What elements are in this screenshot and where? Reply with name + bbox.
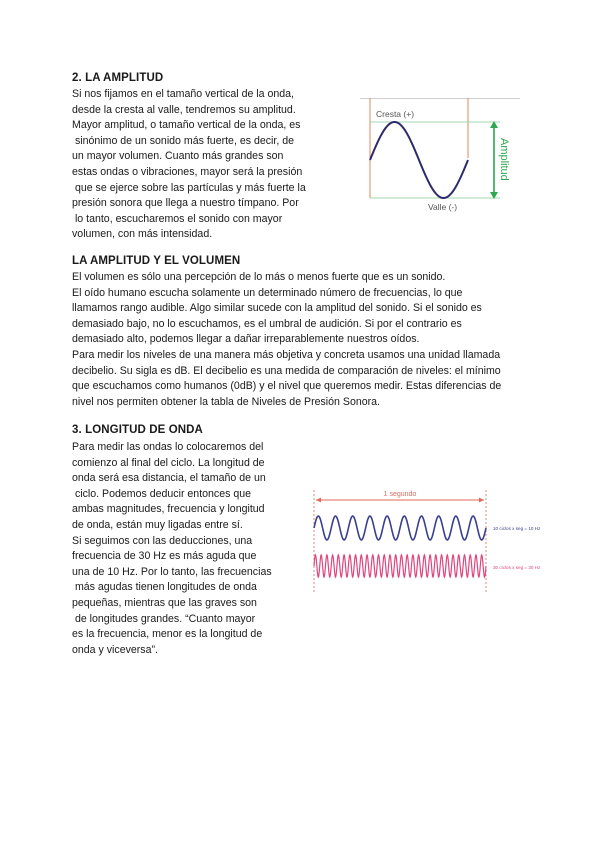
text-line: Para medir los niveles de una manera más objetiva y concreta usamos una unidad llamada [72, 348, 501, 361]
text-line: demasiado alto, podemos llegar a dañar irreparablemente nuestros oídos. [72, 333, 420, 346]
text-line: comienzo al final del ciclo. La longitud de [72, 456, 265, 469]
text-line: pequeñas, mientras que las graves son [72, 596, 257, 609]
amplitude-label: Amplitud [498, 138, 510, 181]
section-heading-volume: LA AMPLITUD Y EL VOLUMEN [72, 255, 241, 267]
text-line: lo tanto, escucharemos el sonido con mayor [72, 212, 283, 225]
span-arrow-head-left [316, 498, 321, 503]
section-heading-wavelength: 3. LONGITUD DE ONDA [72, 424, 203, 436]
wave-30hz-label: 30 ciclos x seg = 30 Hz [493, 565, 541, 570]
text-line: sinónimo de un sonido más fuerte, es decir, de [72, 134, 295, 147]
text-line: volumen, con más intensidad. [72, 228, 213, 241]
trough-label: Valle (-) [428, 202, 458, 212]
paragraph-amplitude [72, 87, 306, 243]
paragraph-volume [72, 270, 501, 410]
wave-10hz-label: 10 ciclos x seg = 10 Hz [493, 526, 541, 531]
wave-10hz [314, 516, 486, 540]
text-line: un mayor volumen. Cuanto más grandes son [72, 150, 284, 163]
wave-30hz [314, 555, 486, 577]
text-line: El oído humano escucha solamente un determinado número de frecuencias, lo que [72, 286, 463, 299]
text-line: nivel nos permiten obtener la tabla de Niveles de Presión Sonora. [72, 395, 380, 408]
frequency-diagram [304, 486, 552, 598]
text-line: es la frecuencia, menor es la longitud de [72, 628, 263, 641]
text-line: onda será esa distancia, el tamaño de un [72, 472, 266, 485]
text-line: Para medir las ondas lo colocaremos del [72, 441, 264, 453]
text-line: ciclo. Podemos deducir entonces que [72, 487, 252, 500]
text-line: Si nos fijamos en el tamaño vertical de la onda, [72, 88, 295, 100]
text-line: presión sonora que llega a nuestro tímpano. Por [72, 197, 299, 210]
text-line: una de 10 Hz. Por lo tanto, las frecuencias [72, 565, 272, 578]
amplitude-diagram [360, 98, 520, 216]
text-line: onda y viceversa”. [72, 643, 158, 656]
text-line: que se ejerce sobre las partículas y más fuerte la [72, 181, 306, 194]
section-heading-amplitude: 2. LA AMPLITUD [72, 72, 164, 84]
text-line: frecuencia de 30 Hz es más aguda que [72, 550, 257, 563]
text-line: ambas magnitudes, frecuencia y longitud [72, 503, 265, 516]
text-line: llamamos rango audible. Algo similar sucede con la amplitud del sonido. Si el sonido es [72, 302, 482, 315]
text-line: que escuchamos como humanos (0dB) y el nivel que queremos medir. Estas diferencias de [72, 380, 502, 393]
text-line: de onda, están muy ligadas entre sí. [72, 518, 243, 531]
text-line: estas ondas o vibraciones, mayor será la presión [72, 165, 303, 178]
text-line: Si seguimos con las deducciones, una [72, 534, 253, 547]
text-line: demasiado bajo, no lo escuchamos, es el umbral de audición. Si por el contrario es [72, 317, 462, 330]
text-line: desde la cresta al valle, tendremos su amplitud. [72, 103, 296, 116]
span-label: 1 segundo [383, 491, 417, 498]
text-line: de longitudes grandes. “Cuanto mayor [72, 612, 256, 625]
text-line: El volumen es sólo una percepción de lo más o menos fuerte que es un sonido. [72, 271, 446, 283]
text-line: decibelio. Su sigla es dB. El decibelio es una medida de comparación de niveles: el mínimo [72, 364, 501, 377]
text-line: Mayor amplitud, o tamaño vertical de la onda, es [72, 119, 301, 132]
text-line: más agudas tienen longitudes de onda [72, 581, 257, 594]
span-arrow-head-right [479, 498, 484, 503]
sine-wave [370, 122, 468, 198]
crest-label: Cresta (+) [376, 109, 415, 119]
paragraph-wavelength [72, 440, 272, 658]
